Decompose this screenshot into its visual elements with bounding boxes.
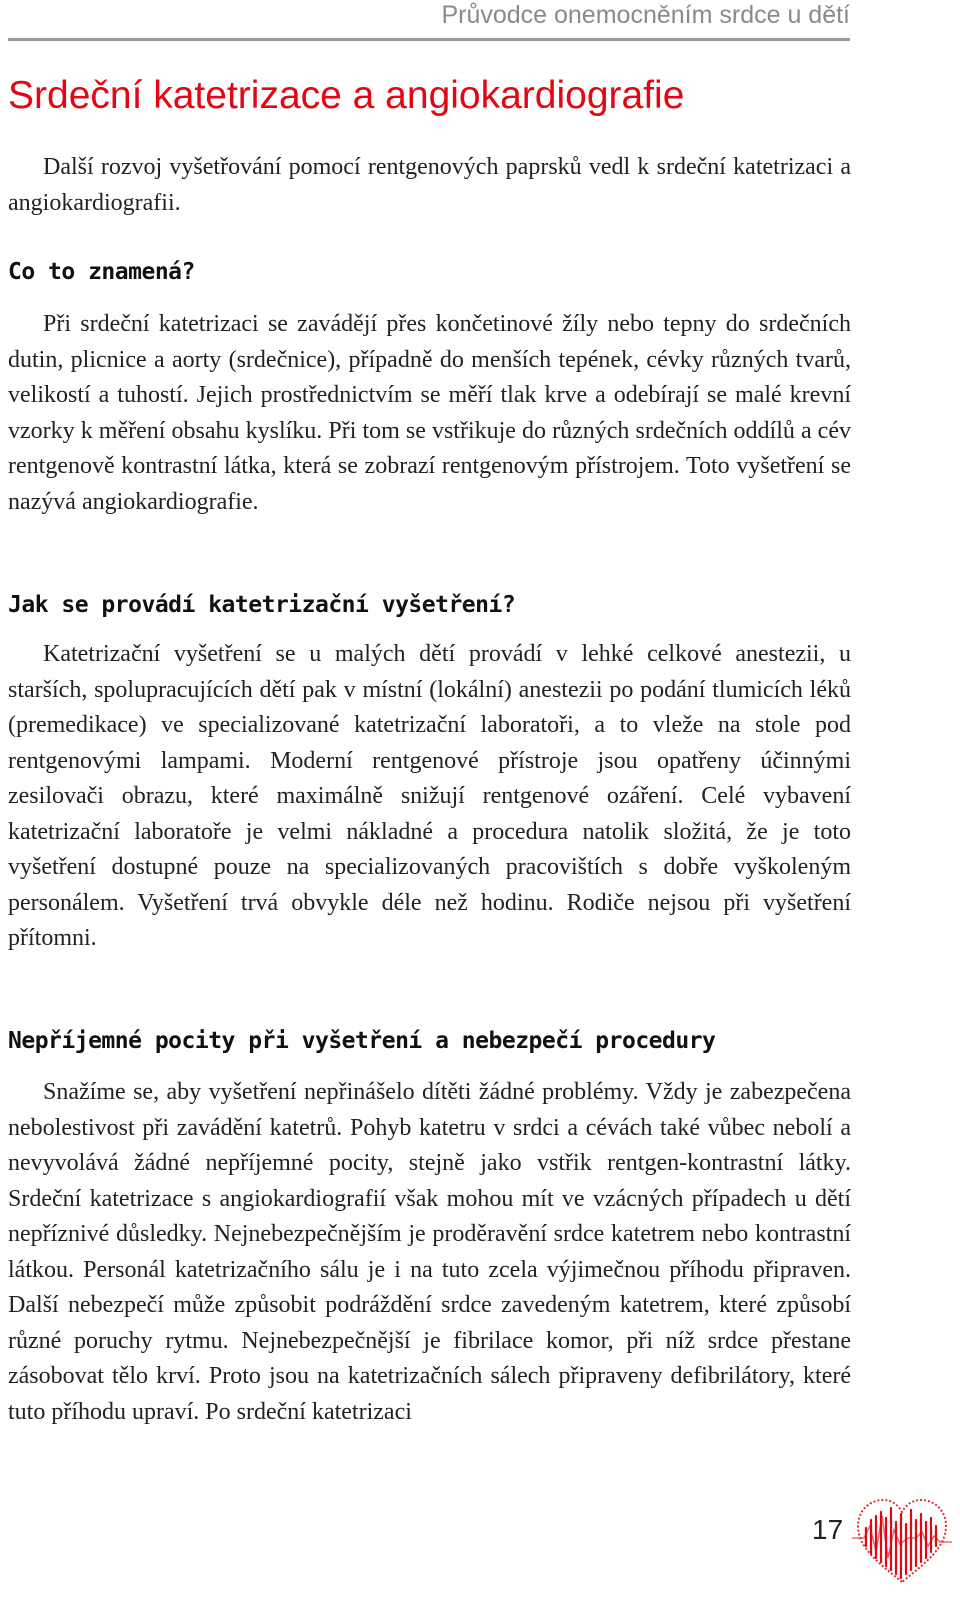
section-heading-what-it-means: Co to znamená? — [8, 259, 195, 285]
header-divider — [8, 38, 850, 41]
section-heading-risks: Nepříjemné pocity při vyšetření a nebezpečí procedury — [8, 1028, 716, 1054]
page-title: Srdeční katetrizace a angiokardiografie — [8, 74, 685, 117]
running-header: Průvodce onemocněním srdce u dětí — [441, 1, 850, 29]
section-heading-procedure: Jak se provádí katetrizační vyšetření? — [8, 592, 516, 618]
heart-ecg-logo-icon — [852, 1496, 952, 1588]
intro-paragraph: Další rozvoj vyšetřování pomocí rentgenových paprsků vedl k srdeční katetrizaci a angiokardiografii. — [8, 154, 851, 216]
page-number: 17 — [812, 1514, 844, 1545]
section-text-procedure: Katetrizační vyšetření se u malých dětí provádí v lehké celkové anestezii, u starších, spolupracujících dětí pak v místní (lokální) anestezii po podání tlumicích léků (premedikace) ve specializované katetrizační laboratoři, a to vleže na stole pod rentgenovými lampami. Moderní rentgenové přístroje jsou opatřeny účinnými zesilovači obrazu, které maximálně snižují rentgenové ozáření. Celé vybavení katetrizační laboratoře je velmi nákladné a procedura natolik složitá, že je toto vyšetření dostupné pouze na specializovaných pracovištích s dobře vyškoleným personálem. Vyšetření trvá obvykle déle než hodinu. Rodiče nejsou při vyšetření přítomni. — [8, 641, 851, 951]
section-text-what-it-means: Při srdeční katetrizaci se zavádějí přes končetinové žíly nebo tepny do srdečních dutin, plicnice a aorty (srdečnice), případně do menších tepének, cévky různých tvarů, velikostí a tuhostí. Jejich prostřednictvím se měří tlak krve a odebírají se malé krevní vzorky k měření obsahu kyslíku. Při tom se vstřikuje do různých srdečních oddílů a cév rentgenově kontrastní látka, která se zobrazí rentgenovým přístrojem. Toto vyšetření se nazývá angiokardiografie. — [8, 311, 851, 515]
section-text-risks: Snažíme se, aby vyšetření nepřinášelo dítěti žádné problémy. Vždy je zabezpečena nebolestivost při zavádění katetrů. Pohyb katetru v srdci a cévách také vůbec nebolí a nevyvolává žádné nepříjemné pocity, stejně jako vstřik rentgen-kontrastní látky. Srdeční katetrizace s angiokardiografií však mohou mít ve vzácných případech u dětí nepříznivé důsledky. Nejnebezpečnějším je proděravění srdce katetrem nebo kontrastní látkou. Personál katetrizačního sálu je i na tuto zcela výjimečnou příhodu připraven. Další nebezpečí může způsobit podráždění srdce zavedeným katetrem, které způsobí různé poruchy rytmu. Nejnebezpečnější je fibrilace komor, při níž srdce přestane zásobovat tělo krví. Proto jsou na katetrizačních sálech připraveny defibrilátory, které tuto příhodu upraví. Po srdeční katetrizaci — [8, 1079, 851, 1425]
